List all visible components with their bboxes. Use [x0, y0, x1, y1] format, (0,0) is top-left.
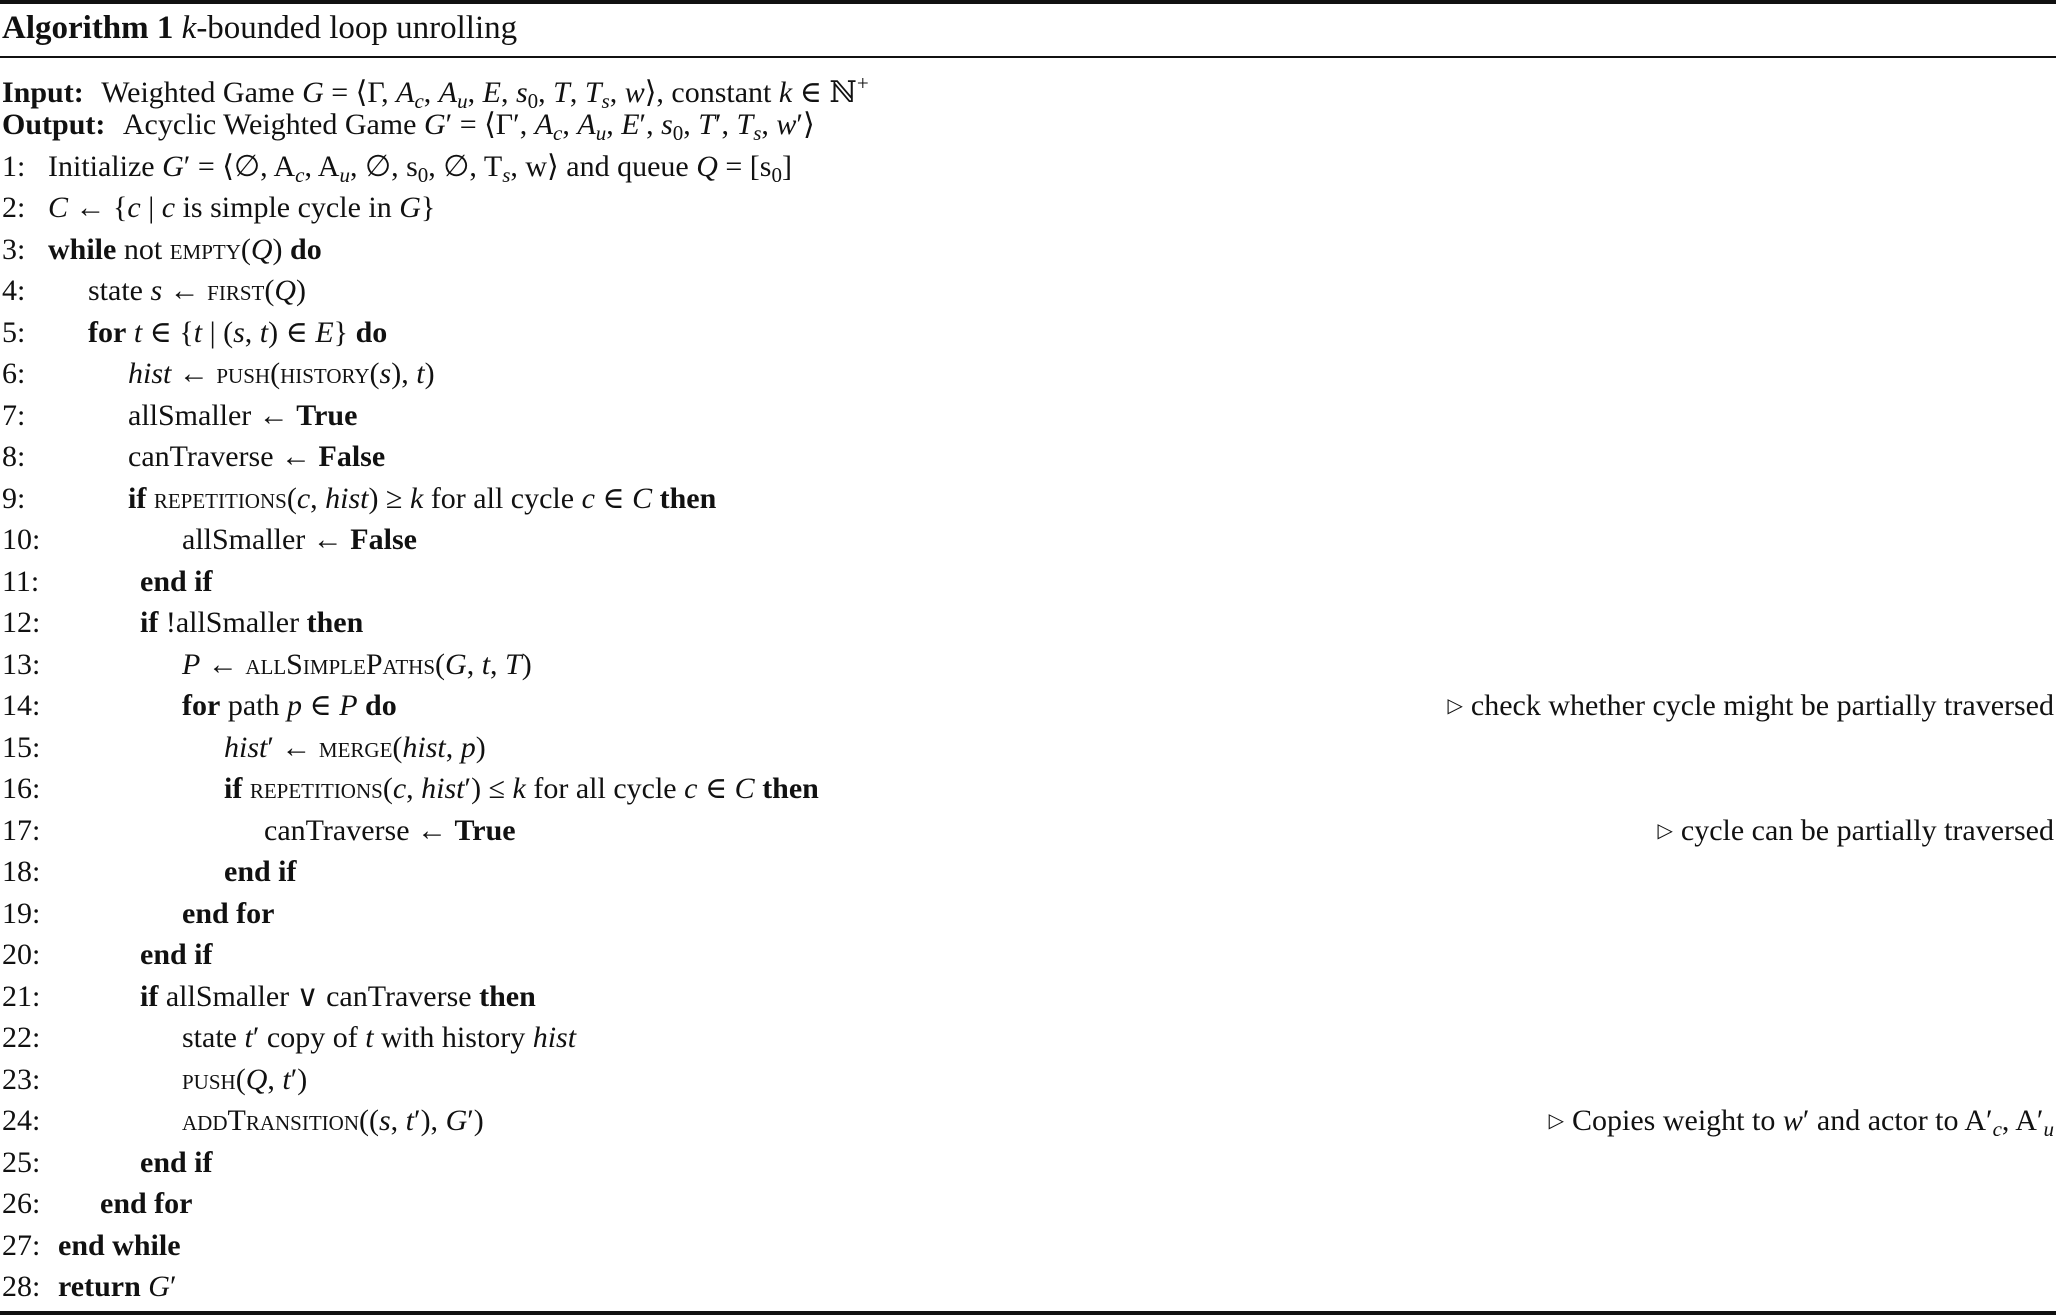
algorithm-caption — [2, 2, 517, 54]
line-number: 6: — [2, 357, 26, 390]
algorithm-line — [0, 768, 2056, 810]
line-code: canTraverse ← False — [128, 440, 386, 473]
line-number: 25: — [2, 1145, 41, 1179]
line-number: 11: — [2, 564, 40, 598]
caption-k: k — [181, 10, 197, 46]
line-number: 27: — [2, 1228, 41, 1262]
line-number: 17: — [2, 813, 41, 847]
line-number: 26: — [2, 1187, 41, 1220]
algorithm-line — [0, 727, 2056, 769]
line-comment: ▷ Copies weight to w′ and actor to $A'_c$, $A'_u$ — [1548, 1104, 2054, 1141]
line-number: 18: — [2, 855, 41, 888]
algorithm-line — [0, 685, 2056, 727]
algorithm-line — [0, 270, 2056, 312]
line-code: if allSmaller ∨ canTraverse then — [140, 979, 536, 1013]
line-code: allSmaller ← True — [128, 398, 358, 432]
line-number: 10: — [2, 523, 41, 556]
algorithm-line — [0, 1059, 2056, 1101]
line-number: 23: — [2, 1062, 41, 1096]
algorithm-line — [0, 229, 2056, 271]
line-code: end if — [224, 855, 297, 888]
line-comment: ▷ cycle can be partially traversed — [1657, 813, 2054, 847]
line-code: state s ← first(Q) — [88, 274, 307, 307]
line-code: while not empty(Q) do — [48, 232, 322, 266]
line-code: end if — [140, 564, 213, 598]
line-code: end for — [182, 896, 275, 930]
line-number: 19: — [2, 896, 41, 930]
line-number: 8: — [2, 440, 26, 473]
line-number: 15: — [2, 730, 41, 764]
line-code: end while — [58, 1228, 181, 1262]
line-code: end for — [100, 1187, 193, 1220]
input-row — [0, 63, 2056, 113]
algorithm-line — [0, 1183, 2056, 1225]
line-number: 14: — [2, 689, 41, 722]
algorithm-line — [0, 1100, 2056, 1142]
line-number: 28: — [2, 1270, 41, 1303]
line-code: for t ∈ {t | (s, t) ∈ E} do — [88, 315, 388, 349]
caption-label: Algorithm 1 — [2, 10, 174, 46]
line-number: 20: — [2, 938, 41, 971]
algorithm-line — [0, 1225, 2056, 1267]
line-number: 5: — [2, 315, 26, 349]
bottom-rule — [0, 1311, 2056, 1315]
algorithm-line — [0, 395, 2056, 437]
algorithm-line — [0, 644, 2056, 686]
algorithm-line — [0, 1142, 2056, 1184]
line-number: 13: — [2, 647, 41, 681]
line-number: 16: — [2, 772, 41, 805]
caption-rule — [0, 56, 2056, 58]
line-number: 12: — [2, 606, 41, 639]
algorithm-line — [0, 976, 2056, 1018]
algorithm-line — [0, 478, 2056, 520]
algorithm-line — [0, 602, 2056, 644]
line-code: addTransition((s, t′), G′) — [182, 1104, 484, 1137]
line-number: 1: — [2, 149, 26, 183]
line-code: end if — [140, 938, 213, 971]
comment-triangle-icon: ▷ — [1548, 1110, 1564, 1132]
line-code: end if — [140, 1145, 213, 1179]
line-code: C ← {c | c is simple cycle in G} — [48, 191, 436, 224]
line-number: 22: — [2, 1021, 41, 1054]
line-code: if repetitions(c, hist) ≥ k for all cycle c ∈ C then — [128, 481, 717, 515]
algorithm-line — [0, 1017, 2056, 1059]
algorithm-line — [0, 561, 2056, 603]
input-label: Input: — [2, 76, 84, 109]
algorithm-line — [0, 312, 2056, 354]
line-code: canTraverse ← True — [264, 813, 516, 847]
output-text: Acyclic Weighted Game G′ = ⟨Γ′, $A_c$, $A_u$, E′, $s_0$, T′, $T_s$, w′⟩ — [122, 108, 815, 145]
algorithm-line — [0, 187, 2056, 229]
line-code: return G′ — [58, 1270, 177, 1303]
line-number: 4: — [2, 274, 26, 307]
algorithm-line — [0, 519, 2056, 561]
line-number: 3: — [2, 232, 26, 266]
algorithm-line — [0, 893, 2056, 935]
line-code: if repetitions(c, hist′) ≤ k for all cycle c ∈ C then — [224, 772, 819, 805]
line-number: 21: — [2, 979, 41, 1013]
line-code: for path p ∈ P do — [182, 689, 397, 722]
line-number: 2: — [2, 191, 26, 224]
algorithm-line — [0, 810, 2056, 852]
line-code: if !allSmaller then — [140, 606, 364, 639]
line-comment: ▷ check whether cycle might be partially traversed — [1447, 689, 2054, 722]
algorithm-line — [0, 436, 2056, 478]
line-code: hist ← push(history(s), t) — [128, 357, 435, 390]
line-code: Initialize G′ = ⟨∅, $A_c$, $A_u$, ∅, $s_0$, ∅, $T_s$, w⟩ and queue $Q = [s_0]$ — [48, 149, 792, 187]
line-number: 24: — [2, 1104, 41, 1137]
algorithm-line — [0, 851, 2056, 893]
line-code: push(Q, t′) — [182, 1062, 308, 1096]
line-code: state t′ copy of t with history hist — [182, 1021, 577, 1054]
algorithm-line — [0, 353, 2056, 395]
line-code: P ← allSimplePaths(G, t, T) — [182, 647, 532, 681]
algorithm-line — [0, 146, 2056, 188]
caption-title: -bounded loop unrolling — [196, 10, 518, 46]
line-number: 7: — [2, 398, 26, 432]
comment-triangle-icon: ▷ — [1447, 695, 1463, 717]
output-row — [0, 104, 2056, 146]
line-code: allSmaller ← False — [182, 523, 417, 556]
output-label: Output: — [2, 108, 106, 141]
line-number: 9: — [2, 481, 26, 515]
algorithm-line — [0, 934, 2056, 976]
input-text: Weighted Game G = ⟨Γ, $A_c$, $A_u$, E, $s_0$, T, $T_s$, w⟩, constant k ∈ ℕ+ — [101, 71, 869, 113]
line-code: hist′ ← merge(hist, p) — [224, 730, 486, 764]
comment-triangle-icon: ▷ — [1657, 819, 1673, 842]
algorithm-line — [0, 1266, 2056, 1308]
